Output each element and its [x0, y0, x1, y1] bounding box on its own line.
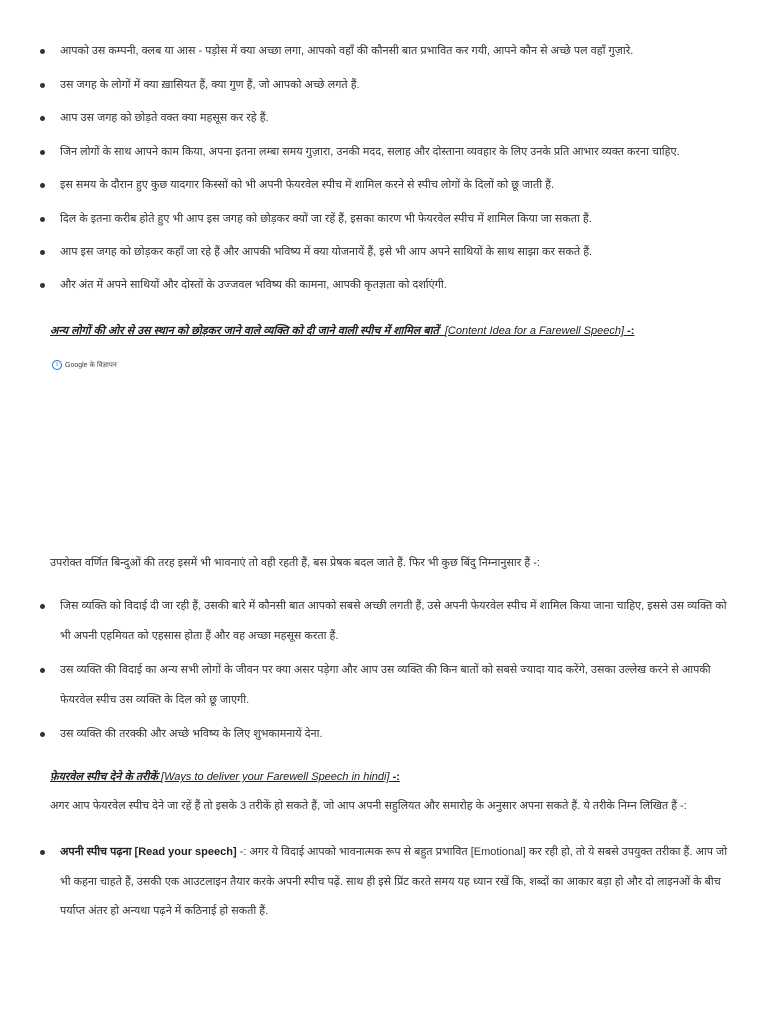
heading-hindi: फ़ेयरवेल स्पीच देने के तरीकें [50, 771, 158, 783]
section-heading [50, 323, 634, 338]
heading-suffix: -: [624, 325, 635, 337]
list-item: इस समय के दौरान हुए कुछ यादगार किस्सों को भी अपनी फेयरवेल स्पीच में शामिल करने से स्पीच लोगों के दिलों को छू जाती हैं. [60, 171, 730, 201]
list-item-text: -: अगर ये विदाई आपको भावनात्मक रूप से बहुत प्रभावित [Emotional] कर रही हो, तो ये सबसे उपयुक्त तरीका हैं. आप जो भी कहना चाहते हैं, उसकी एक आउटलाइन तैयार करके अपनी स्पीच पढ़ें. साथ ही इसे प्रिंट करते समय यह ध्यान रखें कि, शब्दों का आकार बड़ा हो और दो लाइनओं के बीच पर्याप्त अंतर हो अन्यथा पढ़ने में कठिनाई हो सकती हैं. [60, 846, 728, 917]
heading-suffix: -: [389, 771, 400, 783]
list-item: आप इस जगह को छोड़कर कहाँ जा रहे हैं और आपकी भविष्य में क्या योजनायें हैं, इसे भी आप अपने साथियों के साथ साझा कर सकते हैं. [60, 238, 730, 268]
list-item: उस जगह के लोगों में क्या ख़ासियत हैं, क्या गुण हैं, जो आपको अच्छे लगते हैं. [60, 71, 730, 101]
heading-hindi: अन्य लोगों की ओर से उस स्थान को छोड़कर जाने वाले व्यक्ति को दी जाने वाली स्पीच में शामिल बातें [50, 325, 439, 337]
list-item [60, 838, 730, 927]
list-item: जिस व्यक्ति को विदाई दी जा रही हैं, उसकी बारे में कौनसी बात आपको सबसे अच्छी लगती हैं, उसे अपनी फेयरवेल स्पीच में शामिल किया जाना चाहिए, इससे उस व्यक्ति को भी अपनी एहमियत को एहसास होता हैं और वह अच्छा महसूस करता हैं. [60, 592, 730, 651]
list-item: दिल के इतना करीब होते हुए भी आप इस जगह को छोड़कर क्यों जा रहें हैं, इसका कारण भी फेयरवेल स्पीच में शामिल किया जा सकता हैं. [60, 205, 730, 235]
list-item: आप उस जगह को छोड़ते वक्त क्या महसूस कर रहे हैं. [60, 104, 730, 134]
ad-label-text: Google के विज्ञापन [65, 361, 117, 369]
list-item: उस व्यक्ति की तरक्की और अच्छे भविष्य के लिए शुभकामनायें देना. [60, 720, 730, 750]
heading-english: [Content Idea for a Farewell Speech] [444, 325, 625, 337]
info-icon[interactable]: i [52, 360, 62, 370]
section-heading [50, 769, 400, 784]
list-item-title: अपनी स्पीच पढ़ना [Read your speech] [60, 846, 237, 858]
list-item: और अंत में अपने साथियों और दोस्तों के उज्जवल भविष्य की कामना, आपकी कृतज्ञता को दर्शाएंगी. [60, 271, 730, 301]
list-item: जिन लोगों के साथ आपने काम किया, अपना इतना लम्बा समय गुज़ारा, उनकी मदद, सलाह और दोस्ताना व्यवहार के लिए उनके प्रति आभार व्यक्त करना चाहिए. [60, 138, 730, 168]
paragraph: उपरोक्त वर्णित बिन्दुओं की तरह इसमें भी भावनाएं तो वही रहती हैं, बस प्रेषक बदल जाते हैं. फिर भी कुछ बिंदु निम्नानुसार हैं -: [50, 557, 540, 569]
paragraph: अगर आप फेयरवेल स्पीच देने जा रहें हैं तो इसके 3 तरीकें हो सकते हैं, जो आप अपनी सहुलियत और समारोह के अनुसार अपना सकते हैं. ये तरीके निम्न लिखित हैं -: [50, 800, 687, 812]
list-item: आपको उस कम्पनी, क्लब या आस - पड़ोस में क्या अच्छा लगा, आपको वहाँ की कौनसी बात प्रभावित कर गयी, आपने कौन से अच्छे पल वहाँ गुज़ारे. [60, 37, 730, 67]
heading-english: [Ways to deliver your Farewell Speech in hindi] [161, 771, 390, 783]
list-item: उस व्यक्ति की विदाई का अन्य सभी लोगों के जीवन पर क्या असर पड़ेगा और आप उस व्यक्ति की किन बातों को सबसे ज्यादा याद करेंगे, उसका उल्लेख करने से आपकी फेयरवेल स्पीच उस व्यक्ति के दिल को छू जाएगी. [60, 656, 730, 715]
ad-label[interactable] [52, 360, 117, 370]
